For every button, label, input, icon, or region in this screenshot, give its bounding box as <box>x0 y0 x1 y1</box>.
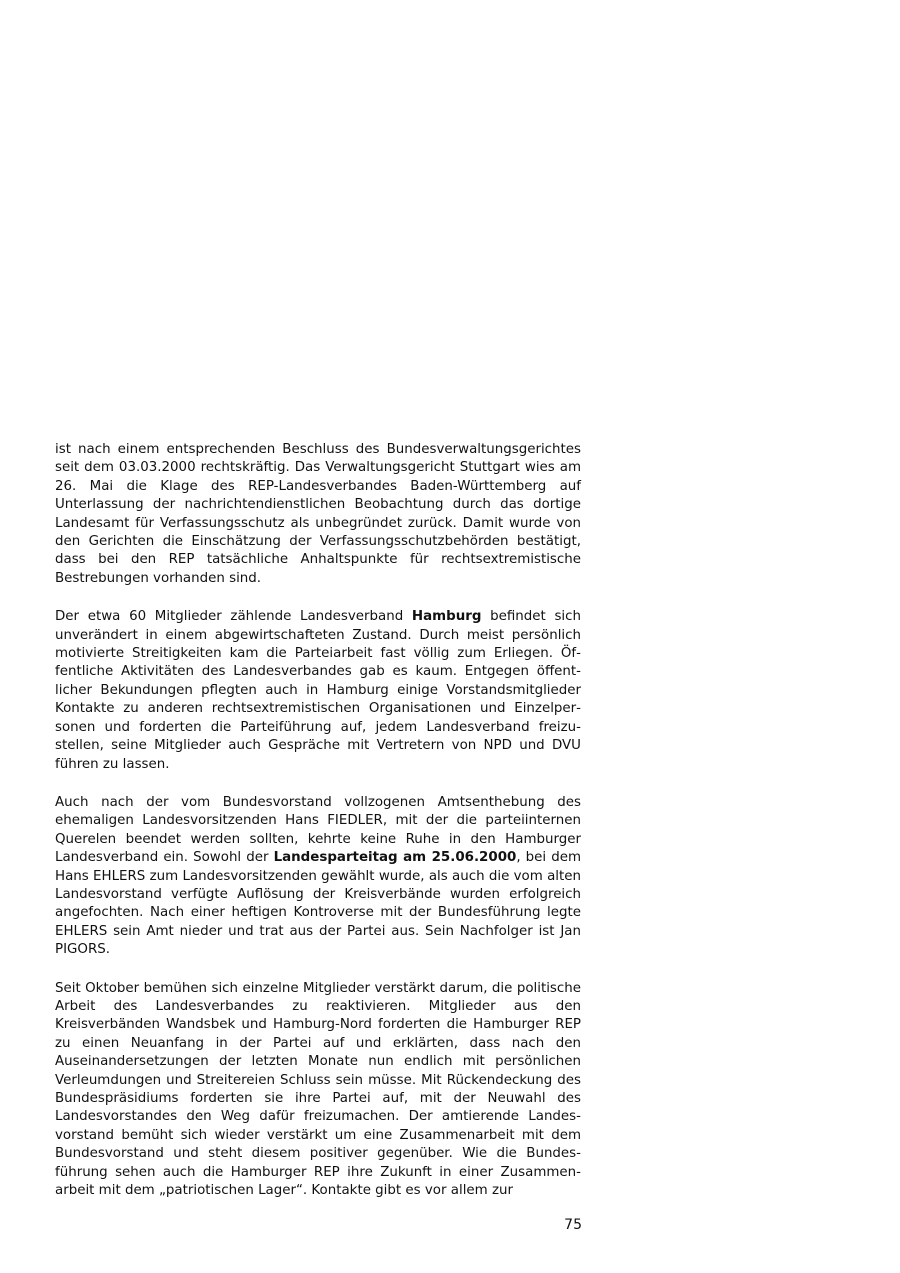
paragraph-leadership-dispute <box>55 794 581 960</box>
paragraph-text: Der etwa 60 Mitglieder zählende Landesverband <box>55 609 412 625</box>
bold-term-party-congress: Landesparteitag am 25.06.2000 <box>273 850 517 866</box>
paragraph-text: Seit Oktober bemühen sich einzelne Mitglieder verstärkt darum, die politische Arbeit des Landesverbandes zu reaktivieren. Mitglieder aus den Kreisverbänden Wandsbek und Hamburg-Nord forderten die Hamburger REP zu einen Neuanfang in der Partei auf und erklärten, dass nach den Auseinandersetzungen der letzten Monate nun endlich mit persönlichen Verleumdungen und Streitereien Schluss sein müsse. Mit Rückendeckung des Bundespräsidiums forderten sie ihre Partei auf, mit der Neuwahl des Landesvorstandes den Weg dafür freizumachen. Der amtierende Landesvorstand bemüht sich wieder verstärkt um eine Zusammenarbeit mit dem Bundesvorstand und steht diesem positiver gegenüber. Wie die Bundesführung sehen auch die Hamburger REP ihre Zukunft in einer Zusammenarbeit mit dem „patriotischen Lager“. Kontakte gibt es vor allem zur <box>55 980 581 1199</box>
paragraph-text: befindet sich unverändert in einem abgewirtschafteten Zustand. Durch meist persönlich motivierte Streitigkeiten kam die Parteiarbeit fast völlig zum Erliegen. Öffentliche Aktivitäten des Landesverbandes gab es kaum. Entgegen öffentlicher Bekundungen pflegten auch in Hamburg einige Vorstandsmitglieder Kontakte zu anderen rechtsextremistischen Organisationen und Einzelpersonen und forderten die Parteiführung auf, jedem Landesverband freizustellen, seine Mitglieder auch Gespräche mit Vertretern von NPD und DVU führen zu lassen. <box>55 609 581 772</box>
page-number: 75 <box>564 1217 582 1233</box>
text-column <box>55 441 581 1220</box>
paragraph-court-ruling <box>55 441 581 588</box>
paragraph-text: ist nach einem entsprechenden Beschluss des Bundesverwaltungsgerichtes seit dem 03.03.2000 rechtskräftig. Das Verwaltungsgericht Stuttgart wies am 26. Mai die Klage des REP-Landesverbandes Baden-Württemberg auf Unterlassung der nachrichtendienstlichen Beobachtung durch das dortige Landesamt für Verfassungsschutz als unbegründet zurück. Damit wurde von den Gerichten die Einschätzung der Verfassungsschutzbehörden bestätigt, dass bei den REP tatsächliche Anhaltspunkte für rechtsextremistische Bestrebungen vorhanden sind. <box>55 442 581 586</box>
paragraph-reactivation-efforts <box>55 980 581 1201</box>
paragraph-text: , bei dem Hans EHLERS zum Landesvorsitzenden gewählt wurde, als auch die vom alten Landesvorstand verfügte Auflösung der Kreisverbände wurden erfolgreich angefochten. Nach einer heftigen Kontroverse mit der Bundesführung legte EHLERS sein Amt nieder und trat aus der Partei aus. Sein Nachfolger ist Jan PIGORS. <box>55 850 581 958</box>
paragraph-text: Auch nach der vom Bundesvorstand vollzogenen Amtsenthebung des ehemaligen Landesvorsitzenden Hans FIEDLER, mit der die parteiinternen Querelen beendet werden sollten, kehrte keine Ruhe in den Hamburger Landesverband ein. Sowohl der <box>55 794 581 866</box>
bold-term-hamburg: Hamburg <box>411 609 482 625</box>
paragraph-hamburg-state-association <box>55 608 581 774</box>
